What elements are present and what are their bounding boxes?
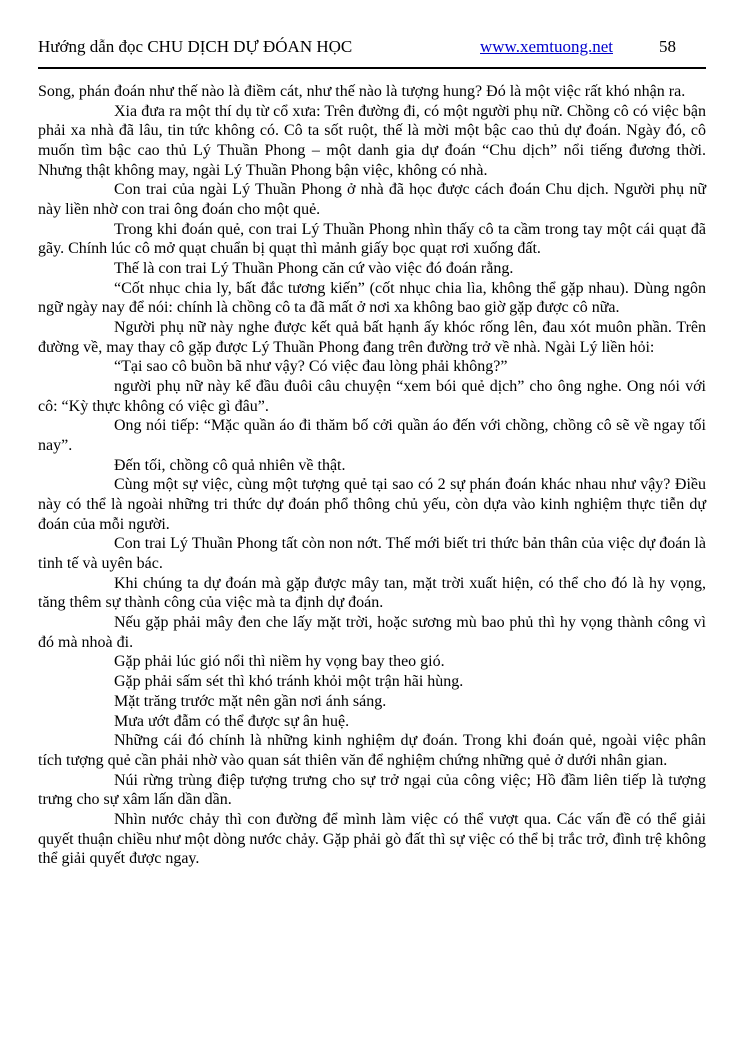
paragraph: Xia đưa ra một thí dụ từ cổ xưa: Trên đường đi, có một người phụ nữ. Chồng cô có việc bận phải xa nhà đã lâu, tin tức không có. Cô ta sốt ruột, thế là mời một bậc cao thủ dự đoán. Ngày đó, cô muốn tìm bậc cao thủ Lý Thuần Phong – một danh gia dự đoán “Chu dịch” nổi tiếng đương thời. Nhưng thật không may, ngài Lý Thuần Phong bận việc, không có nhà. — [38, 102, 706, 179]
paragraph: Đến tối, chồng cô quả nhiên về thật. — [114, 456, 346, 474]
page-header — [38, 36, 706, 58]
paragraph: Mưa ướt đẫm có thể được sự ân huệ. — [114, 712, 350, 730]
paragraph: Trong khi đoán quẻ, con trai Lý Thuần Phong nhìn thấy cô ta cầm trong tay một cái quạt đã gãy. Chính lúc cô mở quạt chuẩn bị quạt thì mảnh giấy bọc quạt rơi xuống đất. — [38, 220, 706, 258]
paragraph: Gặp phải lúc gió nổi thì niềm hy vọng bay theo gió. — [114, 653, 445, 671]
paragraph: Những cái đó chính là những kinh nghiệm dự đoán. Trong khi đoán quẻ, ngoài việc phân tích tượng quẻ cần phải nhờ vào quan sát thiên văn để nghiệm chứng những quẻ ở dưới nhân gian. — [38, 732, 706, 769]
paragraph: Khi chúng ta dự đoán mà gặp được mây tan, mặt trời xuất hiện, có thể cho đó là hy vọng, tăng thêm sự thành công của việc mà ta định dự đoán. — [38, 574, 706, 612]
header-title: Hướng dẫn đọc CHU DỊCH DỰ ĐÓAN HỌC — [38, 37, 353, 56]
paragraph: Nếu gặp phải mây đen che lấy mặt trời, hoặc sương mù bao phủ thì hy vọng thành công vì đó mà nhoà đi. — [38, 614, 706, 651]
body-text — [38, 82, 706, 869]
paragraph: Nhìn nước chảy thì con đường để mình làm việc có thể vượt qua. Các vấn đề có thể giải quyết thuận chiều như một dòng nước chảy. Gặp phải gò đất thì sự việc có thể bị trắc trở, đình trệ không thể giải quyết được ngay. — [38, 810, 706, 868]
header-divider — [38, 67, 706, 69]
paragraph: người phụ nữ này kể đầu đuôi câu chuyện “xem bói quẻ dịch” cho ông nghe. Ong nói với cô: “Kỳ thực không có việc gì đâu”. — [38, 378, 706, 415]
paragraph: “Tại sao cô buồn bã như vậy? Có việc đau lòng phải không?” — [114, 358, 508, 376]
paragraph: Thế là con trai Lý Thuần Phong căn cứ vào việc đó đoán rằng. — [114, 260, 514, 278]
paragraph: Ong nói tiếp: “Mặc quần áo đi thăm bố cởi quần áo đến với chồng, chồng cô sẽ về ngay tối nay”. — [38, 417, 706, 455]
paragraph: Mặt trăng trước mặt nên gần nơi ánh sáng. — [114, 692, 387, 710]
paragraph: Gặp phải sấm sét thì khó tránh khỏi một trận hãi hùng. — [114, 673, 464, 691]
website-link[interactable]: www.xemtuong.net — [480, 37, 613, 56]
paragraph: Núi rừng trùng điệp tượng trưng cho sự trở ngại của công việc; Hồ đầm liên tiếp là tượng trưng cho sự xâm lấn dần dần. — [38, 771, 706, 809]
page-number: 58 — [659, 37, 676, 56]
paragraph: Song, phán đoán như thế nào là điềm cát, như thế nào là tượng hung? Đó là một việc rất khó nhận ra. — [38, 83, 686, 100]
paragraph: Con trai Lý Thuần Phong tất còn non nớt. Thế mới biết tri thức bản thân của việc dự đoán là tinh tế và uyên bác. — [38, 535, 706, 573]
paragraph: Người phụ nữ này nghe được kết quả bất hạnh ấy khóc rống lên, đau xót muôn phần. Trên đường về, may thay cô gặp được Lý Thuần Phong đang trên đường trở về nhà. Ngài Lý liền hỏi: — [38, 319, 706, 356]
paragraph: Con trai của ngài Lý Thuần Phong ở nhà đã học được cách đoán Chu dịch. Người phụ nữ này liền nhờ con trai ông đoán cho một quẻ. — [38, 181, 706, 219]
paragraph: “Cốt nhục chia ly, bất đắc tương kiến” (cốt nhục chia lìa, không thể gặp nhau). Dùng ngôn ngữ ngày nay để nói: chính là chồng cô ta đã mất ở nơi xa không bao giờ gặp được cô nữa. — [38, 279, 706, 317]
paragraph: Cùng một sự việc, cùng một tượng quẻ tại sao có 2 sự phán đoán khác nhau như vậy? Điều này có thể là ngoài những tri thức dự đoán phổ thông chủ yếu, còn dựa vào kinh nghiệm thực tiễn dự đoán của mỗi người. — [38, 476, 706, 533]
